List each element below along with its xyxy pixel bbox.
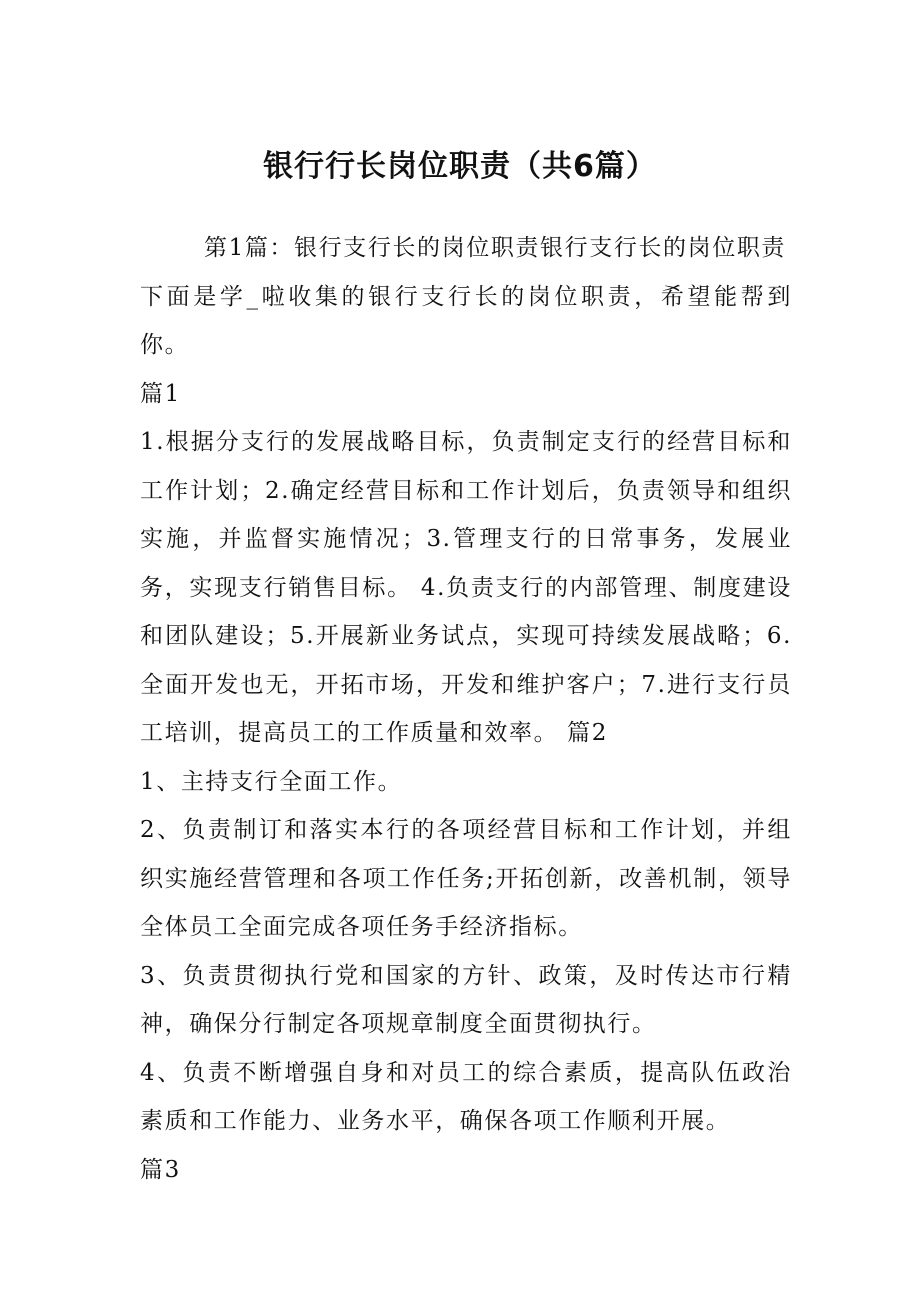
list-item: 1、主持支行全面工作。 [140, 768, 403, 795]
list-item: 2、负责制订和落实本行的各项经营目标和工作计划，并组织实施经营管理和各项工作任务;开拓创新，改善机制，领导全体员工全面完成各项任务手经济指标。 [140, 817, 792, 940]
body-paragraph: 1.根据分支行的发展战略目标，负责制定支行的经营目标和工作计划；2.确定经营目标和工作计划后，负责领导和组织实施，并监督实施情况；3.管理支行的日常事务，发展业务，实现支行销售目标。 4.负责支行的内部管理、制度建设和团队建设；5.开展新业务试点，实现可持续发展战略；6.全面开发也无，开拓市场，开发和维护客户；7.进行支行员工培训，提高员工的工作质量和效率。 篇2 [140, 429, 792, 746]
document-body [140, 224, 792, 1194]
list-item: 3、负责贯彻执行党和国家的方针、政策，及时传达市行精神，确保分行制定各项规章制度全面贯彻执行。 [140, 962, 792, 1037]
part-label: 篇3 [140, 1156, 181, 1183]
document-title: 银行行长岗位职责（共6篇） [263, 149, 657, 184]
intro-paragraph: 下面是学_啦收集的银行支行长的岗位职责，希望能帮到你。 [140, 283, 792, 358]
section-heading: 第1篇：银行支行长的岗位职责银行支行长的岗位职责 [204, 235, 787, 261]
part-label: 篇1 [140, 380, 181, 407]
list-item: 4、负责不断增强自身和对员工的综合素质，提高队伍政治素质和工作能力、业务水平，确保各项工作顺利开展。 [140, 1059, 792, 1134]
